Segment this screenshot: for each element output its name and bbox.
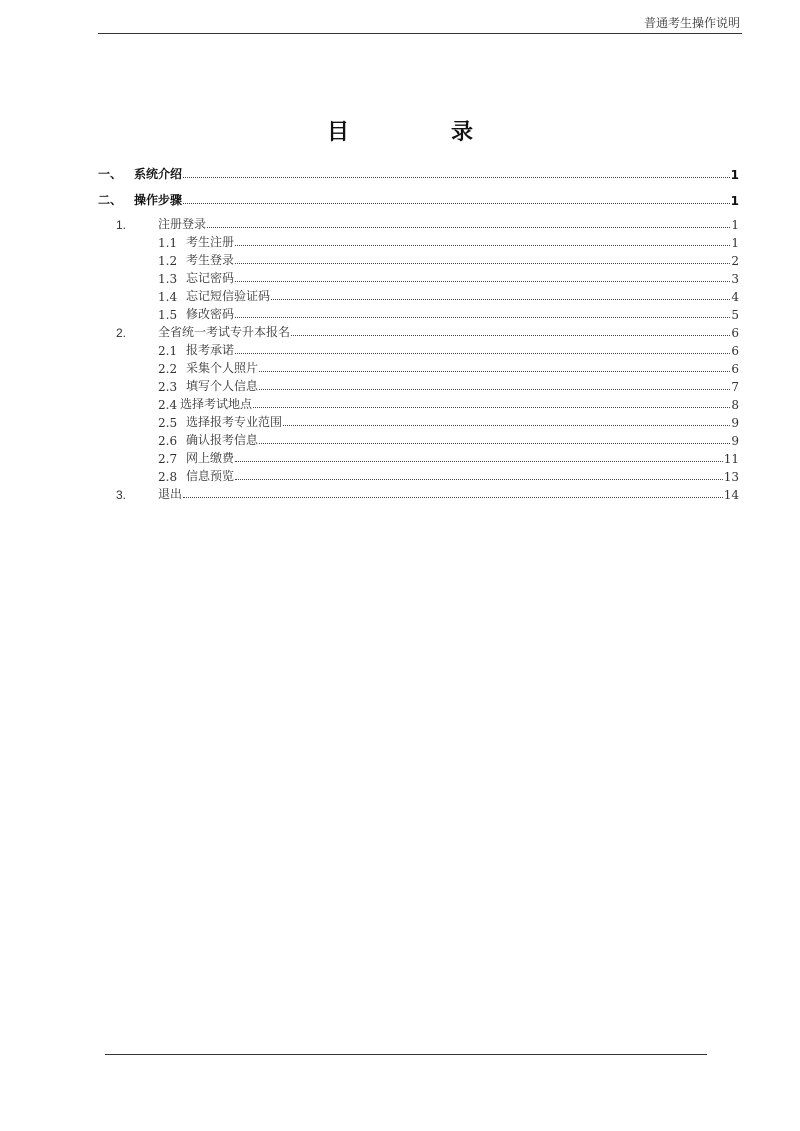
toc-entry-label: 操作步骤 [134,193,183,207]
toc-entry[interactable] [158,286,739,304]
toc-entry-page: 1 [730,168,739,182]
toc-leader-dots [183,202,730,204]
toc-entry-page: 9 [731,416,739,430]
toc-leader-dots [235,280,730,282]
toc-leader-dots [291,334,730,336]
toc-entry-label: 忘记密码 [186,271,235,285]
toc-entry-label: 填写个人信息 [186,379,259,393]
page-header-title: 普通考生操作说明 [643,16,740,30]
toc-entry-page: 6 [731,362,739,376]
toc-entry-number: 2. [116,326,127,340]
toc-leader-dots [235,352,730,354]
toc-entry-page: 2 [731,254,739,268]
footer-divider [105,1054,707,1055]
toc-entry-label: 信息预览 [186,469,235,483]
toc-entry[interactable] [158,394,739,412]
toc-leader-dots [259,442,730,444]
toc-leader-dots [207,226,730,228]
toc-entry[interactable] [158,340,739,358]
toc-entry-label: 网上缴费 [186,451,235,465]
toc-entry-number: 2.6 [158,434,178,448]
toc-entry-label: 确认报考信息 [186,433,259,447]
toc-entry-page: 1 [731,218,739,232]
toc-entry-number: 1.2 [158,254,178,268]
toc-entry-number: 1.5 [158,308,178,322]
toc-leader-dots [259,370,730,372]
toc-entry-label: 系统介绍 [134,167,183,181]
toc-entry-number: 2.3 [158,380,178,394]
toc-entry-label: 报考承诺 [186,343,235,357]
toc-entry-page: 8 [731,398,739,412]
toc-entry[interactable] [116,484,739,502]
toc-entry[interactable] [158,358,739,376]
toc-entry-number: 二、 [98,193,123,207]
toc-entry-number: 1.1 [158,236,178,250]
toc-leader-dots [235,316,730,318]
toc-entry-number: 3. [116,488,127,502]
toc-entry-page: 14 [723,488,739,502]
toc-entry-number: 2.5 [158,416,178,430]
toc-entry-number: 2.2 [158,362,178,376]
toc-leader-dots [183,176,730,178]
toc-entry-label: 全省统一考试专升本报名 [158,325,291,339]
toc-entry-label: 修改密码 [186,307,235,321]
toc-entry-label: 注册登录 [158,217,207,231]
toc-entry-label: 选择考试地点 [180,397,253,411]
toc-entry[interactable] [98,190,739,208]
toc-leader-dots [271,298,730,300]
toc-entry-page: 1 [730,194,739,208]
toc-entry-number: 2.7 [158,452,178,466]
toc-leader-dots [253,406,730,408]
toc-leader-dots [235,244,730,246]
toc-entry[interactable] [116,214,739,232]
toc-entry[interactable] [158,250,739,268]
toc-entry-page: 3 [731,272,739,286]
toc-entry-number: 2.4 [158,398,178,412]
toc-entry-label: 选择报考专业范围 [186,415,283,429]
toc-entry[interactable] [158,304,739,322]
toc-entry-label: 忘记短信验证码 [186,289,271,303]
header-divider [98,33,742,34]
toc-entry[interactable] [158,412,739,430]
toc-leader-dots [235,478,723,480]
toc-entry-label: 考生登录 [186,253,235,267]
toc-entry[interactable] [116,322,739,340]
toc-entry-page: 4 [731,290,739,304]
toc-entry[interactable] [158,268,739,286]
toc-entry[interactable] [158,430,739,448]
toc-leader-dots [283,424,730,426]
toc-entry-page: 7 [731,380,739,394]
toc-entry-page: 11 [723,452,739,466]
toc-entry-number: 一、 [98,167,123,181]
toc-leader-dots [259,388,730,390]
toc-entry-label: 退出 [158,487,183,501]
toc-entry-page: 9 [731,434,739,448]
toc-entry[interactable] [158,232,739,250]
toc-leader-dots [235,460,723,462]
toc-entry-number: 2.1 [158,344,178,358]
toc-entry-number: 2.8 [158,470,178,484]
toc-entry[interactable] [158,466,739,484]
toc-leader-dots [235,262,730,264]
toc-entry-page: 5 [731,308,739,322]
toc-entry-number: 1.3 [158,272,178,286]
toc-title: 目 录 [326,119,513,145]
toc-entry-label: 采集个人照片 [186,361,259,375]
toc-entry-page: 1 [731,236,739,250]
toc-entry[interactable] [158,376,739,394]
toc-leader-dots [183,496,723,498]
toc-entry-number: 1.4 [158,290,178,304]
toc-entry-label: 考生注册 [186,235,235,249]
toc-entry-page: 6 [731,344,739,358]
toc-entry-page: 13 [723,470,739,484]
toc-entry-page: 6 [731,326,739,340]
toc-entry-number: 1. [116,218,127,232]
toc-entry[interactable] [158,448,739,466]
toc-entry[interactable] [98,164,739,182]
